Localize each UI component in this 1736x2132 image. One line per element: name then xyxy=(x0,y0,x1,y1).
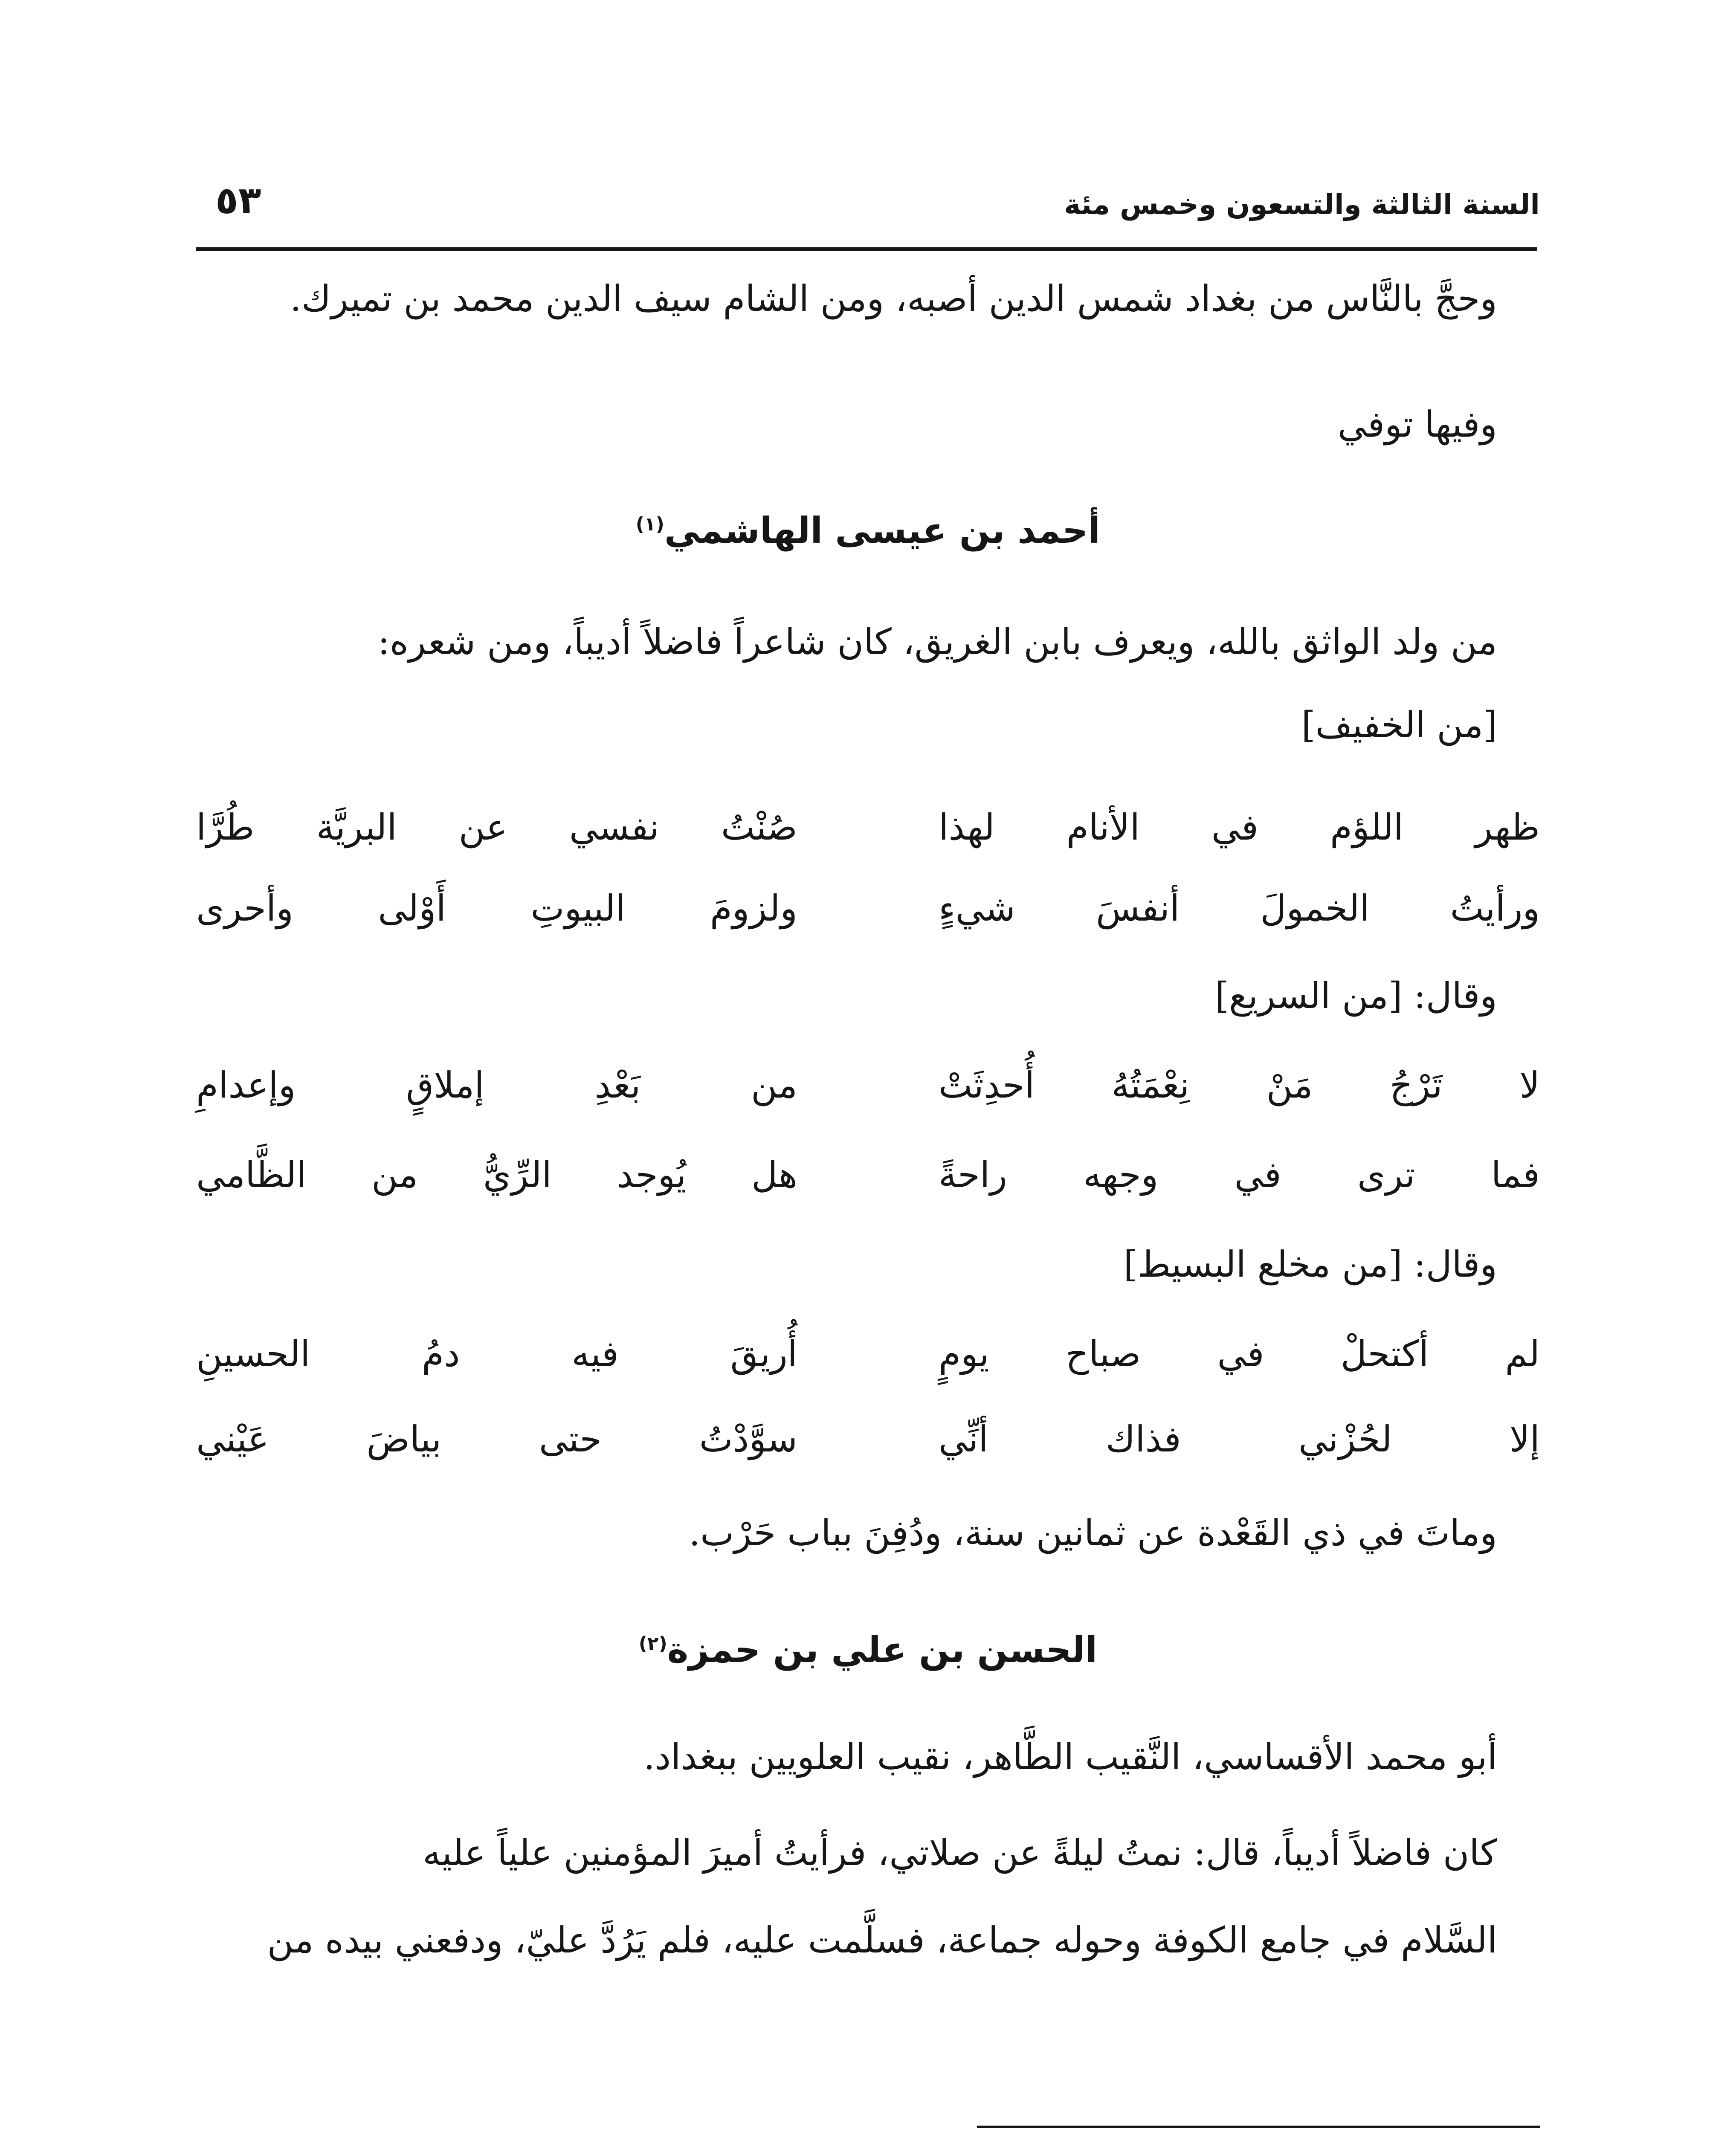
entry-heading xyxy=(239,482,1497,567)
meter-label: [من الخفيف] xyxy=(1301,704,1497,746)
footnote-rule xyxy=(977,2126,1540,2128)
said-line: وقال: [من مخلع البسيط] xyxy=(1123,1243,1497,1285)
second-hemistich: ولزومَ البيوتِ أَوْلى وأحرى xyxy=(196,887,797,929)
second-hemistich: أُريقَ فيه دمُ الحسينِ xyxy=(196,1333,797,1375)
second-hemistich: من بَعْدِ إملاقٍ وإعدامِ xyxy=(196,1064,797,1106)
death-line: وماتَ في ذي القَعْدة عن ثمانين سنة، ودُفِنَ بباب حَرْب. xyxy=(689,1512,1497,1554)
footnote-mark: (١) xyxy=(635,513,664,535)
verse-line xyxy=(196,1043,1540,1128)
first-hemistich: ظهر اللؤم في الأنام لهذا xyxy=(939,806,1540,848)
text-line: السَّلام في جامع الكوفة وحوله جماعة، فسلَّمت عليه، فلم يَرُدَّ عليّ، ودفعني بيده من xyxy=(267,1919,1497,1961)
verse-line xyxy=(196,785,1540,870)
verse-line xyxy=(196,1132,1540,1217)
verse-line xyxy=(196,1396,1540,1482)
text-line: من ولد الواثق بالله، ويعرف بابن الغريق، كان شاعراً فاضلاً أديباً، ومن شعره: xyxy=(377,621,1497,663)
footnote-mark: (٢) xyxy=(638,1633,667,1654)
first-hemistich: فما ترى في وجهه راحةً xyxy=(939,1154,1540,1196)
text-line: كان فاضلاً أديباً، قال: نمتُ ليلةً عن صلاتي، فرأيتُ أميرَ المؤمنين علياً عليه xyxy=(423,1832,1497,1874)
entry-heading xyxy=(239,1601,1497,1686)
second-hemistich: صُنْتُ نفسي عن البريَّة طُرَّا xyxy=(196,806,797,848)
verse-line xyxy=(196,866,1540,951)
intro-line: وفيها توفي xyxy=(1337,403,1497,445)
second-hemistich: هل يُوجد الرِّيُّ من الظَّامي xyxy=(196,1154,797,1196)
verse-line xyxy=(196,1311,1540,1396)
second-hemistich: سوَّدْتُ حتى بياضَ عَيْني xyxy=(196,1418,797,1460)
running-title: السنة الثالثة والتسعون وخمس مئة xyxy=(1064,188,1540,221)
said-line: وقال: [من السريع] xyxy=(1215,975,1497,1017)
first-hemistich: إلا لحُزْني فذاك أنِّي xyxy=(939,1418,1540,1460)
entry-heading-text: أحمد بن عيسى الهاشمي xyxy=(664,510,1101,551)
first-hemistich: ورأيتُ الخمولَ أنفسَ شيءٍ xyxy=(939,887,1540,929)
first-hemistich: لم أكتحلْ في صباح يومٍ xyxy=(939,1333,1540,1375)
first-hemistich: لا تَرْجُ مَنْ نِعْمَتُهُ أُحدِثَتْ xyxy=(939,1064,1540,1106)
text-line: أبو محمد الأقساسي، النَّقيب الطَّاهر، نقيب العلويين ببغداد. xyxy=(643,1736,1497,1778)
intro-line: وحجَّ بالنَّاس من بغداد شمس الدين أصبه، ومن الشام سيف الدين محمد بن تميرك. xyxy=(290,278,1497,319)
header-rule xyxy=(196,247,1537,251)
entry-heading-text: الحسن بن علي بن حمزة xyxy=(667,1629,1098,1671)
page-number: ٥٣ xyxy=(215,178,261,222)
